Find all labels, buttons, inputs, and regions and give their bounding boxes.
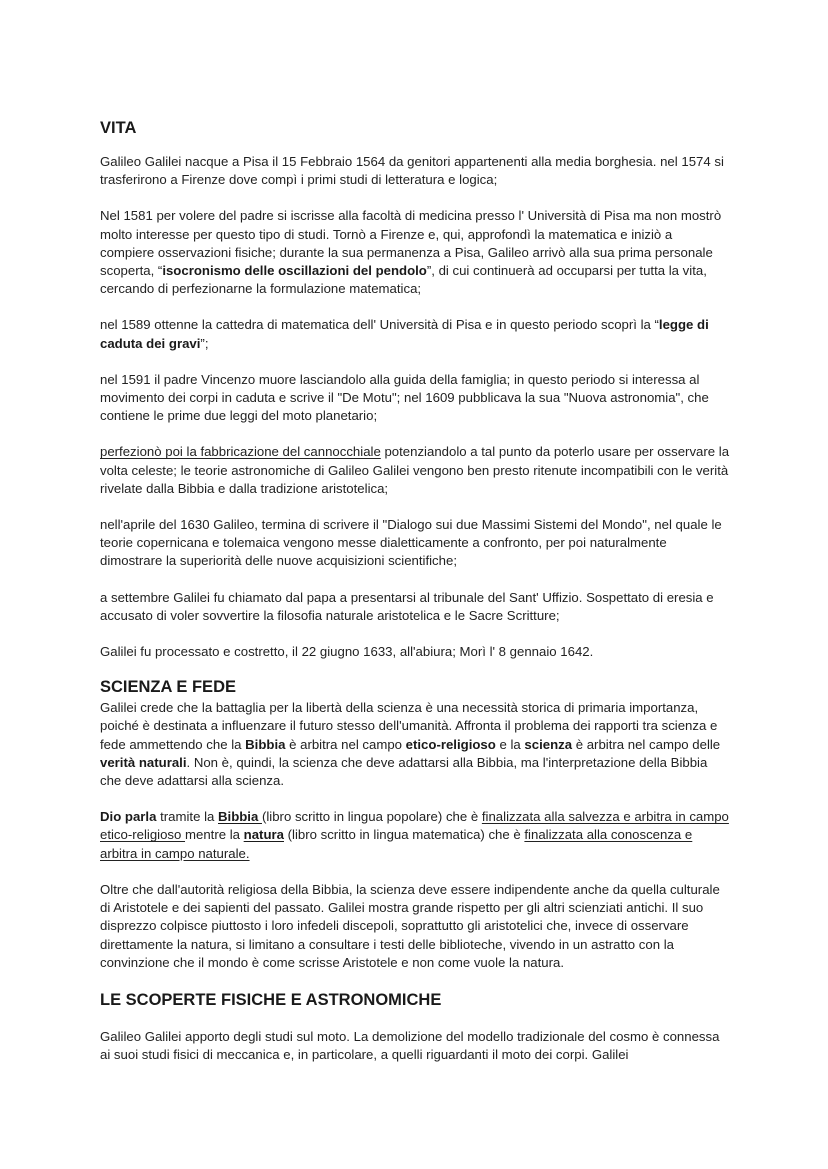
text-run: nel 1589 ottenne la cattedra di matematica dell' Università di Pisa e in questo periodo scoprì la “ bbox=[100, 317, 659, 333]
text-run: tramite la bbox=[156, 809, 218, 825]
vita-paragraph-3 bbox=[100, 316, 730, 352]
scoperte-paragraph-1: Galileo Galilei apporto degli studi sul moto. La demolizione del modello tradizionale del cosmo è connessa ai suoi studi fisici di meccanica e, in particolare, a quelli riguardanti il moto dei corpi. Galilei bbox=[100, 1028, 720, 1063]
underlined-conoscenza: finalizzata alla conoscenza e arbitra in campo naturale. bbox=[100, 827, 693, 861]
bold-term-verita-naturali: verità naturali bbox=[100, 754, 187, 770]
underlined-cannocchiale: perfezionò poi la fabbricazione del cannocchiale bbox=[100, 444, 381, 460]
vita-paragraph-6: nell'aprile del 1630 Galileo, termina di scrivere il "Dialogo sui due Massimi Sistemi del Mondo", nel quale le teorie copernicana e tolemaica vengono messe dialetticamente a confronto, per poi naturalmente dimostrare la superiorità delle nuove acquisizioni scientifiche; bbox=[100, 517, 722, 569]
bold-underlined-natura: natura bbox=[243, 827, 284, 843]
text-run: potenziandolo a tal punto da poterlo usare per osservare la volta celeste; le teorie astronomiche di Galileo Galilei vengono ben presto ritenute incompatibili con le verità rivelate dalla Bibbia e dalla tradizione aristotelica; bbox=[100, 444, 730, 496]
bold-term-isocronismo: isocronismo delle oscillazioni del pendolo bbox=[162, 263, 427, 279]
scienza-paragraph-3: Oltre che dall'autorità religiosa della Bibbia, la scienza deve essere indipendente anche da quella culturale di Aristotele e dei sapienti del passato. Galilei mostra grande rispetto per gli altri scienziati antichi. Il suo disprezzo colpisce piuttosto i loro infedeli discepoli, soprattutto gli aristotelici che, invece di osservare direttamente la natura, si limitano a consultare i testi delle biblioteche, vivendo in un astratto con la convinzione che il mondo è come scrisse Aristotele e non come vuole la natura. bbox=[100, 881, 720, 970]
text-run: . Non è, quindi, la scienza che deve adattarsi alla Bibbia, ma l'interpretazione della Bibbia che deve adattarsi alla scienza. bbox=[100, 754, 708, 789]
text-run: è arbitra nel campo delle bbox=[572, 736, 721, 752]
bold-term-scienza: scienza bbox=[524, 736, 573, 752]
text-run: mentre la bbox=[185, 827, 244, 843]
section-heading-scienza-e-fede: SCIENZA E FEDE bbox=[100, 678, 236, 697]
scienza-paragraph-2 bbox=[100, 808, 730, 863]
text-run: (libro scritto in lingua popolare) che è bbox=[261, 809, 482, 825]
vita-paragraph-7: a settembre Galilei fu chiamato dal papa a presentarsi al tribunale del Sant' Uffizio. Sospettato di eresia e accusato di voler sovvertire la filosofia naturale aristotelica e le Sacre Scritture; bbox=[100, 589, 714, 623]
text-run: Galilei crede che la battaglia per la libertà della scienza è una necessità storica di primaria importanza, poiché è destinata a influenzare il futuro stesso dell'umanità. Affronta il problema dei rapporti tra scienza e fede ammettendo che la bbox=[100, 700, 718, 752]
text-run: ”, di cui continuerà ad occuparsi per tutta la vita, cercando di perfezionarne la formulazione matematica; bbox=[100, 263, 707, 297]
section-heading-scoperte: LE SCOPERTE FISICHE E ASTRONOMICHE bbox=[100, 990, 442, 1009]
bold-underlined-bibbia: Bibbia bbox=[218, 809, 262, 825]
text-run: e la bbox=[495, 736, 525, 752]
vita-paragraph-8: Galilei fu processato e costretto, il 22 giugno 1633, all'abiura; Morì l' 8 gennaio 1642. bbox=[100, 644, 594, 660]
bold-term-legge-caduta-gravi: legge di caduta dei gravi bbox=[100, 317, 709, 351]
text-run: (libro scritto in lingua matematica) che è bbox=[283, 827, 525, 843]
document-content bbox=[100, 118, 730, 1082]
vita-paragraph-5 bbox=[100, 443, 730, 498]
vita-paragraph-1: Galileo Galilei nacque a Pisa il 15 Febbraio 1564 da genitori appartenenti alla media borghesia. nel 1574 si trasferirono a Firenze dove compì i primi studi di letteratura e logica; bbox=[100, 154, 724, 188]
bold-term-dio-parla: Dio parla bbox=[100, 809, 157, 825]
vita-paragraph-2 bbox=[100, 207, 730, 298]
text-run: ”; bbox=[200, 335, 209, 351]
bold-term-bibbia: Bibbia bbox=[245, 736, 286, 752]
text-run: è arbitra nel campo bbox=[285, 736, 406, 752]
scienza-paragraph-1 bbox=[100, 699, 730, 790]
underlined-salvezza: finalizzata alla salvezza e arbitra in campo etico-religioso bbox=[100, 809, 729, 843]
section-heading-vita: VITA bbox=[100, 119, 137, 137]
vita-paragraph-4: nel 1591 il padre Vincenzo muore lasciandolo alla guida della famiglia; in questo periodo si interessa al movimento dei corpi in caduta e scrive il "De Motu"; nel 1609 pubblicava la sua "Nuova astronomia", che contiene le prime due leggi del moto planetario; bbox=[100, 371, 709, 424]
bold-term-etico-religioso: etico-religioso bbox=[405, 736, 496, 752]
text-run: Nel 1581 per volere del padre si iscrisse alla facoltà di medicina presso l' Università di Pisa ma non mostrò molto interesse per questo tipo di studi. Tornò a Firenze e, qui, approfondì la matematica e iniziò a compiere osservazioni fisiche; durante la sua permanenza a Pisa, Galileo arrivò alla sua prima personale scoperta, “ bbox=[100, 208, 722, 279]
